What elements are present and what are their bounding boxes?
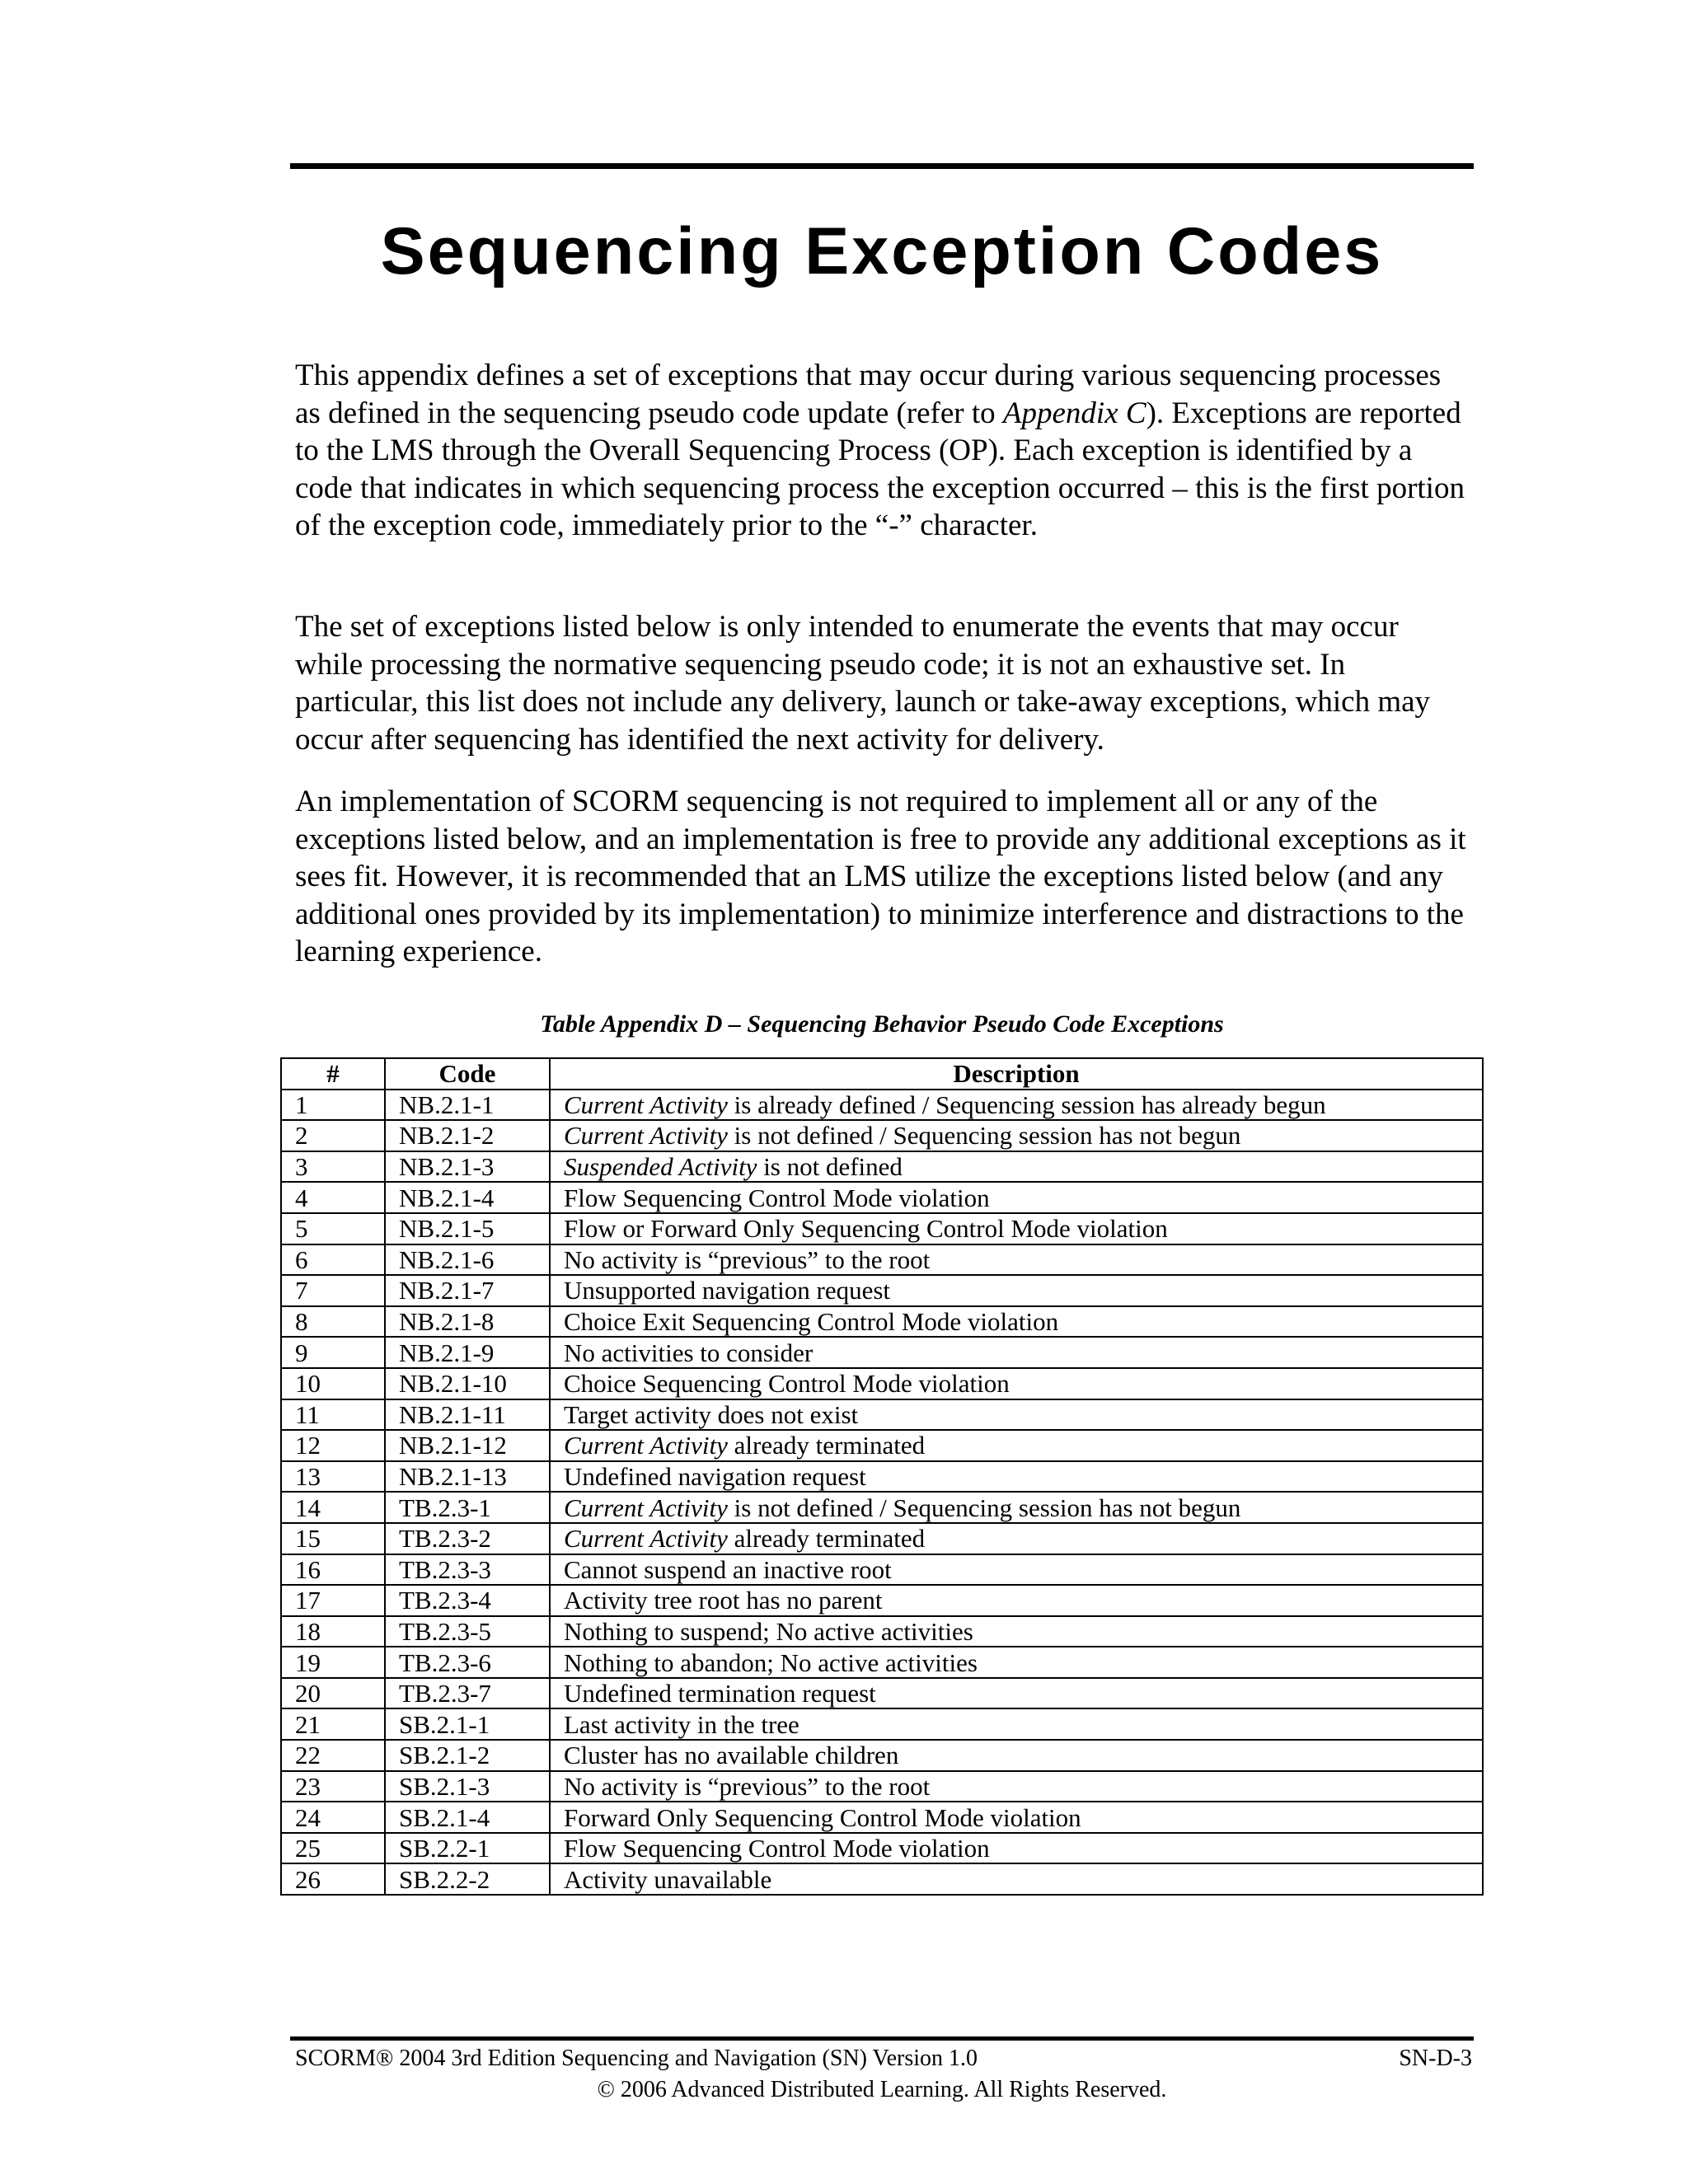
row-description bbox=[550, 1833, 1483, 1864]
row-description bbox=[550, 1151, 1483, 1183]
row-number: 15 bbox=[281, 1523, 385, 1554]
row-code: NB.2.1-10 bbox=[385, 1368, 550, 1399]
row-number: 5 bbox=[281, 1213, 385, 1244]
table-row bbox=[281, 1554, 1483, 1586]
table-row bbox=[281, 1740, 1483, 1771]
row-description bbox=[550, 1802, 1483, 1833]
page-title: Sequencing Exception Codes bbox=[380, 214, 1384, 288]
row-code: TB.2.3-1 bbox=[385, 1492, 550, 1523]
row-description bbox=[550, 1523, 1483, 1554]
row-code: TB.2.3-7 bbox=[385, 1678, 550, 1709]
row-code: NB.2.1-9 bbox=[385, 1337, 550, 1368]
table-row bbox=[281, 1492, 1483, 1523]
description-text: is not defined bbox=[757, 1152, 903, 1182]
row-number: 1 bbox=[281, 1090, 385, 1121]
description-text: Undefined termination request bbox=[564, 1679, 876, 1708]
description-text: Activity unavailable bbox=[564, 1864, 772, 1894]
row-code: TB.2.3-5 bbox=[385, 1616, 550, 1647]
description-text: No activity is “previous” to the root bbox=[564, 1244, 931, 1274]
implementation-paragraph: An implementation of SCORM sequencing is not required to implement all or any of the exceptions listed below, and an implementation is free to provide any additional exceptions as it sees fit. However, it is recommended that an LMS utilize the exceptions listed below (and any additional ones provided by its implementation) to minimize interference and distractions to the learning experience. bbox=[295, 785, 1466, 968]
row-number: 14 bbox=[281, 1492, 385, 1523]
row-description bbox=[550, 1120, 1483, 1151]
description-term: Current Activity bbox=[564, 1090, 728, 1119]
row-number: 7 bbox=[281, 1275, 385, 1306]
row-description bbox=[550, 1275, 1483, 1306]
description-text: is not defined / Sequencing session has not begun bbox=[727, 1493, 1241, 1522]
footer-page-number: SN-D-3 bbox=[1399, 2046, 1472, 2071]
table-row bbox=[281, 1244, 1483, 1276]
row-number: 13 bbox=[281, 1461, 385, 1493]
row-number: 6 bbox=[281, 1244, 385, 1276]
row-code: TB.2.3-6 bbox=[385, 1647, 550, 1678]
table-row bbox=[281, 1802, 1483, 1833]
table-row bbox=[281, 1368, 1483, 1399]
description-term: Current Activity bbox=[564, 1431, 728, 1460]
row-description bbox=[550, 1306, 1483, 1338]
description-text: Cluster has no available children bbox=[564, 1741, 899, 1770]
table-row bbox=[281, 1523, 1483, 1554]
row-number: 21 bbox=[281, 1708, 385, 1740]
table-row bbox=[281, 1430, 1483, 1461]
row-number: 17 bbox=[281, 1585, 385, 1616]
row-code: NB.2.1-4 bbox=[385, 1182, 550, 1213]
row-code: SB.2.1-4 bbox=[385, 1802, 550, 1833]
description-text: Forward Only Sequencing Control Mode violation bbox=[564, 1802, 1081, 1832]
intro-text-a: This appendix defines a set of exceptions that may occur during various sequencing processes as defined in the sequencing pseudo code update (refer to bbox=[295, 359, 1442, 430]
table-row bbox=[281, 1213, 1483, 1244]
table-row bbox=[281, 1399, 1483, 1431]
description-text: is already defined / Sequencing session has already begun bbox=[727, 1090, 1326, 1119]
row-number: 11 bbox=[281, 1399, 385, 1431]
row-number: 18 bbox=[281, 1616, 385, 1647]
row-number: 24 bbox=[281, 1802, 385, 1833]
table-row bbox=[281, 1337, 1483, 1368]
row-number: 16 bbox=[281, 1554, 385, 1586]
header-num: # bbox=[281, 1058, 385, 1090]
footer-document-title: SCORM® 2004 3rd Edition Sequencing and Navigation (SN) Version 1.0 bbox=[295, 2046, 978, 2071]
scope-paragraph: The set of exceptions listed below is only intended to enumerate the events that may occur while processing the normative sequencing pseudo code; it is not an exhaustive set. In particular, this list does not include any delivery, launch or take-away exceptions, which may occur after sequencing has identified the next activity for delivery. bbox=[295, 610, 1431, 757]
table-row bbox=[281, 1120, 1483, 1151]
row-code: SB.2.1-2 bbox=[385, 1740, 550, 1771]
row-description bbox=[550, 1554, 1483, 1586]
row-number: 3 bbox=[281, 1151, 385, 1183]
row-description bbox=[550, 1678, 1483, 1709]
row-code: NB.2.1-7 bbox=[385, 1275, 550, 1306]
description-text: No activity is “previous” to the root bbox=[564, 1771, 931, 1801]
footer-copyright: © 2006 Advanced Distributed Learning. All Rights Reserved. bbox=[597, 2077, 1167, 2102]
row-code: SB.2.2-1 bbox=[385, 1833, 550, 1864]
table-row bbox=[281, 1275, 1483, 1306]
row-description bbox=[550, 1182, 1483, 1213]
row-description bbox=[550, 1244, 1483, 1276]
row-code: NB.2.1-1 bbox=[385, 1090, 550, 1121]
row-description bbox=[550, 1740, 1483, 1771]
row-code: SB.2.1-1 bbox=[385, 1708, 550, 1740]
table-caption: Table Appendix D – Sequencing Behavior Pseudo Code Exceptions bbox=[540, 1010, 1224, 1038]
row-number: 20 bbox=[281, 1678, 385, 1709]
row-code: TB.2.3-3 bbox=[385, 1554, 550, 1586]
description-text: No activities to consider bbox=[564, 1338, 814, 1367]
table-row bbox=[281, 1678, 1483, 1709]
row-number: 26 bbox=[281, 1863, 385, 1895]
description-term: Current Activity bbox=[564, 1524, 728, 1554]
row-number: 8 bbox=[281, 1306, 385, 1338]
table-body bbox=[281, 1090, 1483, 1895]
table-row bbox=[281, 1863, 1483, 1895]
description-text: already terminated bbox=[727, 1431, 926, 1460]
row-code: NB.2.1-2 bbox=[385, 1120, 550, 1151]
intro-paragraph bbox=[295, 357, 1474, 545]
row-code: NB.2.1-8 bbox=[385, 1306, 550, 1338]
row-description bbox=[550, 1708, 1483, 1740]
row-code: NB.2.1-5 bbox=[385, 1213, 550, 1244]
row-code: NB.2.1-6 bbox=[385, 1244, 550, 1276]
row-number: 19 bbox=[281, 1647, 385, 1678]
row-number: 10 bbox=[281, 1368, 385, 1399]
description-text: Choice Sequencing Control Mode violation bbox=[564, 1369, 1010, 1399]
top-rule bbox=[290, 163, 1474, 169]
header-description: Description bbox=[550, 1058, 1483, 1090]
row-number: 22 bbox=[281, 1740, 385, 1771]
row-code: NB.2.1-13 bbox=[385, 1461, 550, 1493]
row-code: NB.2.1-12 bbox=[385, 1430, 550, 1461]
appendix-reference: Appendix C bbox=[1002, 396, 1146, 430]
row-number: 12 bbox=[281, 1430, 385, 1461]
row-number: 2 bbox=[281, 1120, 385, 1151]
row-description bbox=[550, 1090, 1483, 1121]
description-term: Current Activity bbox=[564, 1493, 728, 1522]
table-row bbox=[281, 1616, 1483, 1647]
description-text: Last activity in the tree bbox=[564, 1709, 799, 1739]
table-header-row bbox=[281, 1058, 1483, 1090]
row-description bbox=[550, 1337, 1483, 1368]
row-number: 4 bbox=[281, 1182, 385, 1213]
table-row bbox=[281, 1151, 1483, 1183]
row-description bbox=[550, 1616, 1483, 1647]
table-row bbox=[281, 1647, 1483, 1678]
row-description bbox=[550, 1492, 1483, 1523]
description-text: already terminated bbox=[727, 1524, 926, 1554]
description-text: Nothing to abandon; No active activities bbox=[564, 1647, 978, 1677]
row-description bbox=[550, 1771, 1483, 1802]
table-row bbox=[281, 1306, 1483, 1338]
description-text: Unsupported navigation request bbox=[564, 1276, 891, 1305]
description-text: Nothing to suspend; No active activities bbox=[564, 1616, 973, 1646]
table-row bbox=[281, 1833, 1483, 1864]
row-code: TB.2.3-2 bbox=[385, 1523, 550, 1554]
row-code: SB.2.2-2 bbox=[385, 1863, 550, 1895]
row-number: 23 bbox=[281, 1771, 385, 1802]
table-row bbox=[281, 1771, 1483, 1802]
description-text: Flow Sequencing Control Mode violation bbox=[564, 1834, 990, 1863]
description-text: Cannot suspend an inactive root bbox=[564, 1554, 892, 1584]
row-description bbox=[550, 1585, 1483, 1616]
description-term: Suspended Activity bbox=[564, 1152, 757, 1182]
description-text: Flow or Forward Only Sequencing Control Mode violation bbox=[564, 1214, 1168, 1244]
description-text: Activity tree root has no parent bbox=[564, 1586, 883, 1615]
row-description bbox=[550, 1863, 1483, 1895]
description-text: Undefined navigation request bbox=[564, 1462, 866, 1492]
description-term: Current Activity bbox=[564, 1121, 728, 1151]
row-description bbox=[550, 1213, 1483, 1244]
header-code: Code bbox=[385, 1058, 550, 1090]
row-description bbox=[550, 1368, 1483, 1399]
row-number: 25 bbox=[281, 1833, 385, 1864]
intro-text-b: ). Exceptions are reported to the LMS through the Overall Sequencing Process (OP). Each exception is identified by a code that indicates in which sequencing process the exception occurred – this is the first portion of the exception code, immediately prior to the “-” character. bbox=[295, 396, 1465, 542]
description-text: is not defined / Sequencing session has not begun bbox=[727, 1121, 1241, 1151]
exceptions-table bbox=[280, 1057, 1484, 1896]
table-row bbox=[281, 1090, 1483, 1121]
table-row bbox=[281, 1585, 1483, 1616]
row-description bbox=[550, 1461, 1483, 1493]
row-code: TB.2.3-4 bbox=[385, 1585, 550, 1616]
row-description bbox=[550, 1430, 1483, 1461]
description-text: Choice Exit Sequencing Control Mode violation bbox=[564, 1307, 1059, 1337]
table-row bbox=[281, 1461, 1483, 1493]
row-description bbox=[550, 1647, 1483, 1678]
row-description bbox=[550, 1399, 1483, 1431]
row-code: NB.2.1-11 bbox=[385, 1399, 550, 1431]
table-row bbox=[281, 1182, 1483, 1213]
table-row bbox=[281, 1708, 1483, 1740]
row-code: NB.2.1-3 bbox=[385, 1151, 550, 1183]
description-text: Flow Sequencing Control Mode violation bbox=[564, 1183, 990, 1212]
row-number: 9 bbox=[281, 1337, 385, 1368]
bottom-rule bbox=[290, 2036, 1474, 2041]
description-text: Target activity does not exist bbox=[564, 1399, 859, 1429]
row-code: SB.2.1-3 bbox=[385, 1771, 550, 1802]
